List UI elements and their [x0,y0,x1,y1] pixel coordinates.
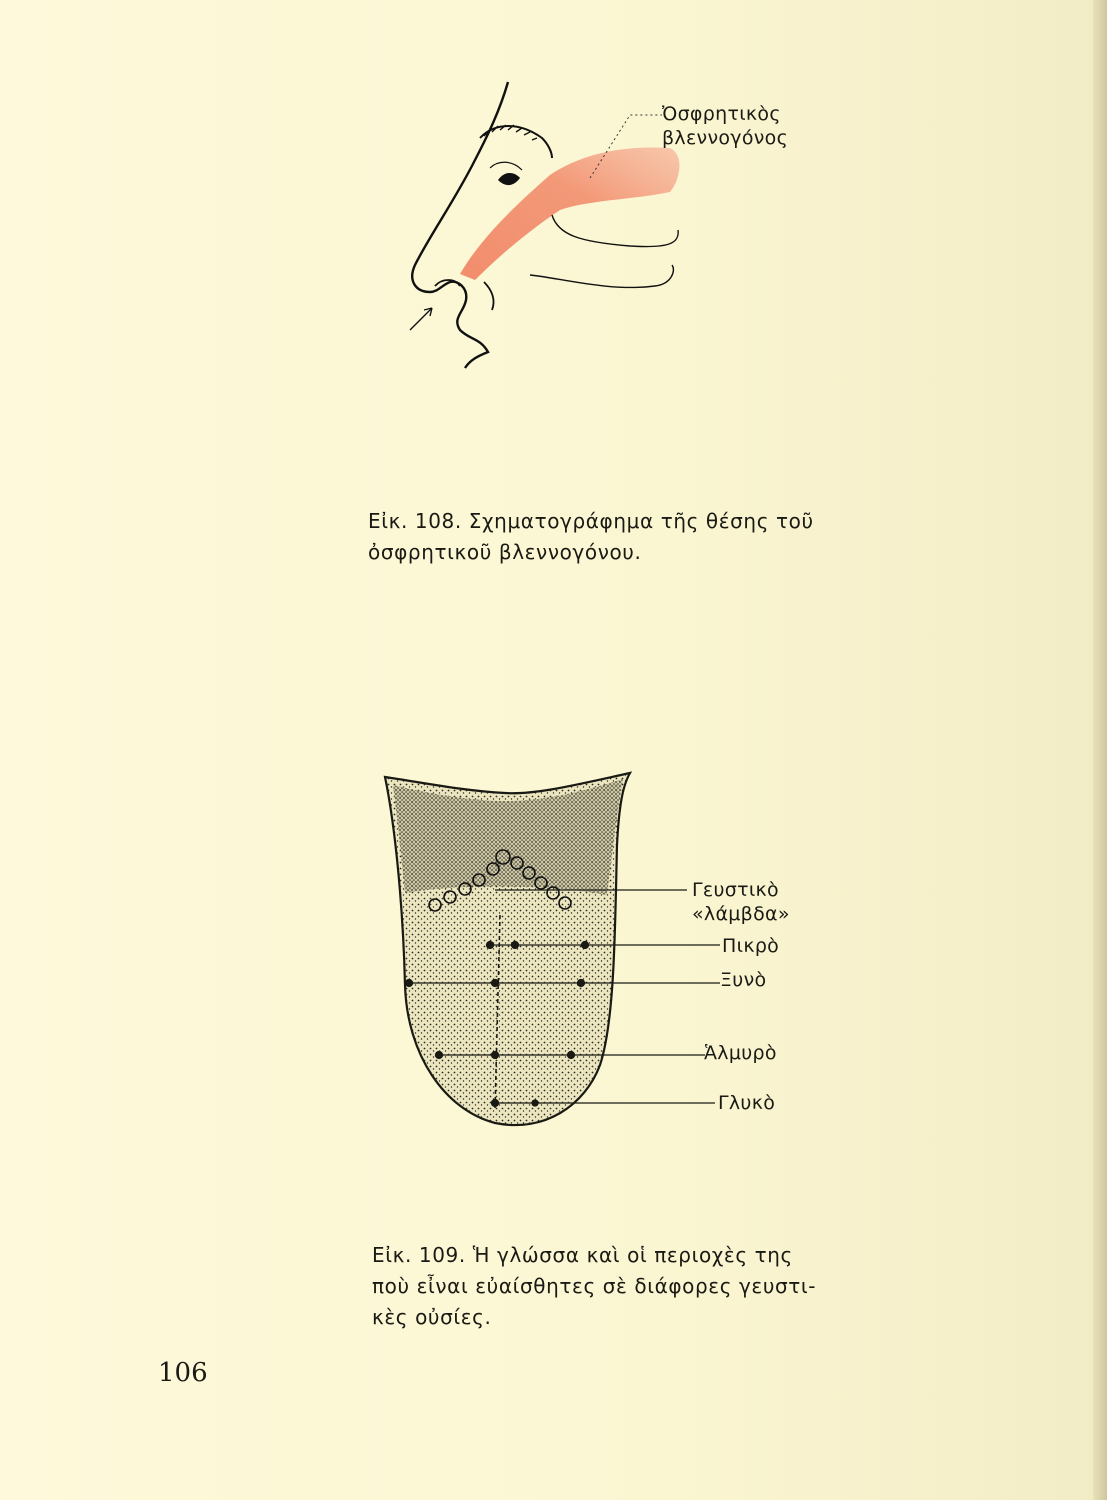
sweet-label: Γλυκὸ [718,1092,776,1114]
salty-label: Ἁλμυρὸ [704,1042,777,1064]
figure-109-caption-line3: κὲς οὐσίες. [372,1305,492,1329]
nasal-passage-upper [552,215,678,247]
face-profile-line [412,82,508,368]
figure-108-illustration [380,60,710,390]
figure-109-caption-line2: ποὺ εἶναι εὐαίσθητες σὲ διάφορες γευστι- [372,1274,817,1298]
page-number: 106 [158,1358,208,1388]
lambda-label-line1: Γευστικὸ [692,879,779,901]
sour-label: Ξυνὸ [720,969,767,991]
brow-line [480,126,552,158]
figure-108-caption-line2: ὀσφρητικοῦ βλεννογόνου. [368,540,642,564]
page-edge [1093,0,1107,1500]
figure-109-caption-line1: Εἰκ. 109. Ἡ γλώσσα καὶ οἱ περιοχὲς της [372,1243,793,1267]
eye [498,173,520,185]
figure-108-caption-line1: Εἰκ. 108. Σχηματογράφημα τῆς θέσης τοῦ [368,509,814,533]
lambda-label-line2: «λάμβδα» [692,903,790,925]
olfactory-label-line2: βλεννογόνος [662,127,789,149]
airflow-arrow [410,308,432,330]
bitter-label: Πικρὸ [722,935,780,957]
nasal-passage-lower [530,265,673,287]
olfactory-mucosa [460,147,679,280]
olfactory-label-line1: Ὀσφρητικὸς [662,103,781,125]
